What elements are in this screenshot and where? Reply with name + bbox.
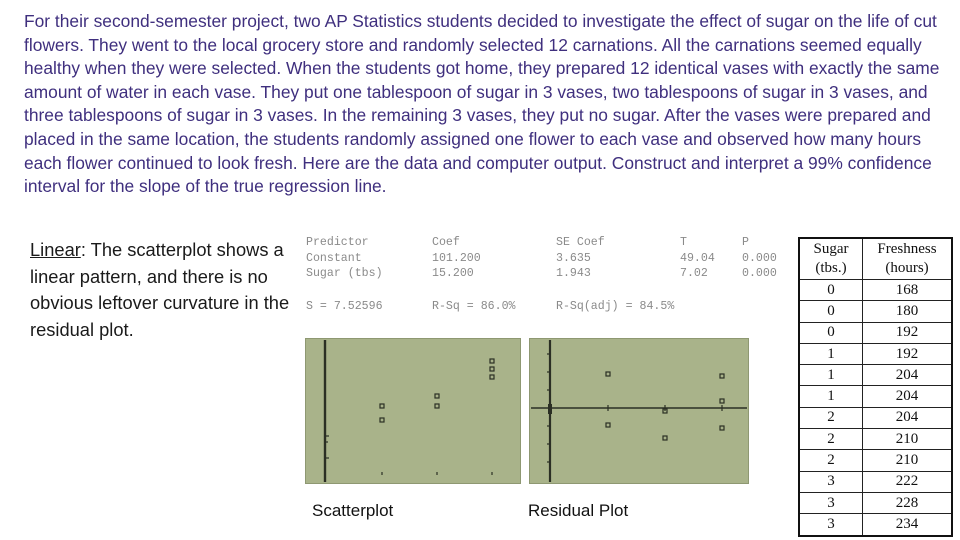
linear-description: : The scatterplot shows a linear pattern, and there is no obvious leftover curvature in the residual plot. [30,239,290,340]
scatter-point [380,404,384,408]
residual-point [606,372,610,376]
cell-freshness: 228 [863,492,953,513]
cell-sugar: 2 [799,450,863,471]
table-header-row [799,238,952,280]
cell-freshness: 204 [863,407,953,428]
cell-sugar: 0 [799,301,863,322]
cell-sugar: 1 [799,386,863,407]
cell-sugar: 2 [799,407,863,428]
output-row-sugar-t: 7.02 [680,267,708,280]
residual-point [548,404,552,414]
table-row [799,407,952,428]
residual-point [720,426,724,430]
sugar-freshness-table [798,237,953,537]
table-row [799,429,952,450]
table-row [799,280,952,301]
header-sugar: Sugar (tbs.) [799,238,863,280]
residual-plot-screen [529,338,749,484]
cell-freshness: 204 [863,365,953,386]
residual-plot-graphic [529,338,749,484]
scatter-point [435,404,439,408]
residual-point [720,374,724,378]
output-r-sq: R-Sq = 86.0% [432,300,516,313]
cell-sugar: 3 [799,471,863,492]
output-header-t: T [680,236,687,249]
output-row-sugar-label: Sugar (tbs) [306,267,383,280]
table-body [799,280,952,536]
output-header-p: P [742,236,749,249]
cell-freshness: 234 [863,514,953,536]
output-header-coef: Coef [432,236,460,249]
regression-output [306,236,792,316]
table-row [799,343,952,364]
cell-freshness: 192 [863,322,953,343]
table-row [799,386,952,407]
residual-point [720,399,724,403]
scatter-point [435,394,439,398]
output-row-sugar-se: 1.943 [556,267,591,280]
cell-sugar: 2 [799,429,863,450]
cell-freshness: 168 [863,280,953,301]
linear-condition-note [30,237,292,343]
scatter-point [490,375,494,379]
residual-point [606,423,610,427]
output-row-sugar-p: 0.000 [742,267,777,280]
cell-sugar: 3 [799,492,863,513]
output-row-constant-se: 3.635 [556,252,591,265]
table-row [799,365,952,386]
scatterplot-label: Scatterplot [312,501,394,520]
output-header-se-coef: SE Coef [556,236,605,249]
output-row-sugar-coef: 15.200 [432,267,474,280]
table-row [799,471,952,492]
scatter-point [490,359,494,363]
scatter-point [380,418,384,422]
table-row [799,301,952,322]
cell-sugar: 0 [799,280,863,301]
output-s-value: S = 7.52596 [306,300,383,313]
residual-point [663,436,667,440]
cell-freshness: 210 [863,429,953,450]
cell-sugar: 0 [799,322,863,343]
scatterplot-screen [305,338,521,484]
cell-sugar: 1 [799,343,863,364]
residual-plot-label: Residual Plot [528,501,629,520]
table-row [799,450,952,471]
cell-sugar: 1 [799,365,863,386]
cell-sugar: 3 [799,514,863,536]
output-row-constant-p: 0.000 [742,252,777,265]
header-freshness: Freshness (hours) [863,238,953,280]
scatter-point [490,367,494,371]
problem-statement: For their second-semester project, two AP Statistics students decided to investigate the effect of sugar on the life of cut flowers. They went to the local grocery store and randomly selected 12 carnations. All the carnations seemed equally healthy when they were selected. When the students got home, they prepared 12 identical vases with exactly the same amount of water in each vase. They put one tablespoon of sugar in 3 vases, two tablespoons of sugar in 3 vases, and three tablespoons of sugar in 3 vases. In the remaining 3 vases, they put no sugar. After the vases were prepared and placed in the same location, the students randomly assigned one flower to each vase and observed how many hours each flower continued to look fresh. Here are the data and computer output. Construct and interpret a 99% confidence interval for the slope of the true regression line. [24,11,940,197]
table-row [799,514,952,536]
output-row-constant-coef: 101.200 [432,252,481,265]
cell-freshness: 180 [863,301,953,322]
output-header-predictor: Predictor [306,236,369,249]
cell-freshness: 204 [863,386,953,407]
output-row-constant-t: 49.04 [680,252,715,265]
table-row [799,322,952,343]
output-r-sq-adj: R-Sq(adj) = 84.5% [556,300,675,313]
output-row-constant-label: Constant [306,252,362,265]
cell-freshness: 222 [863,471,953,492]
cell-freshness: 192 [863,343,953,364]
linear-heading: Linear [30,239,81,260]
table-row [799,492,952,513]
scatterplot-graphic [305,338,521,484]
cell-freshness: 210 [863,450,953,471]
